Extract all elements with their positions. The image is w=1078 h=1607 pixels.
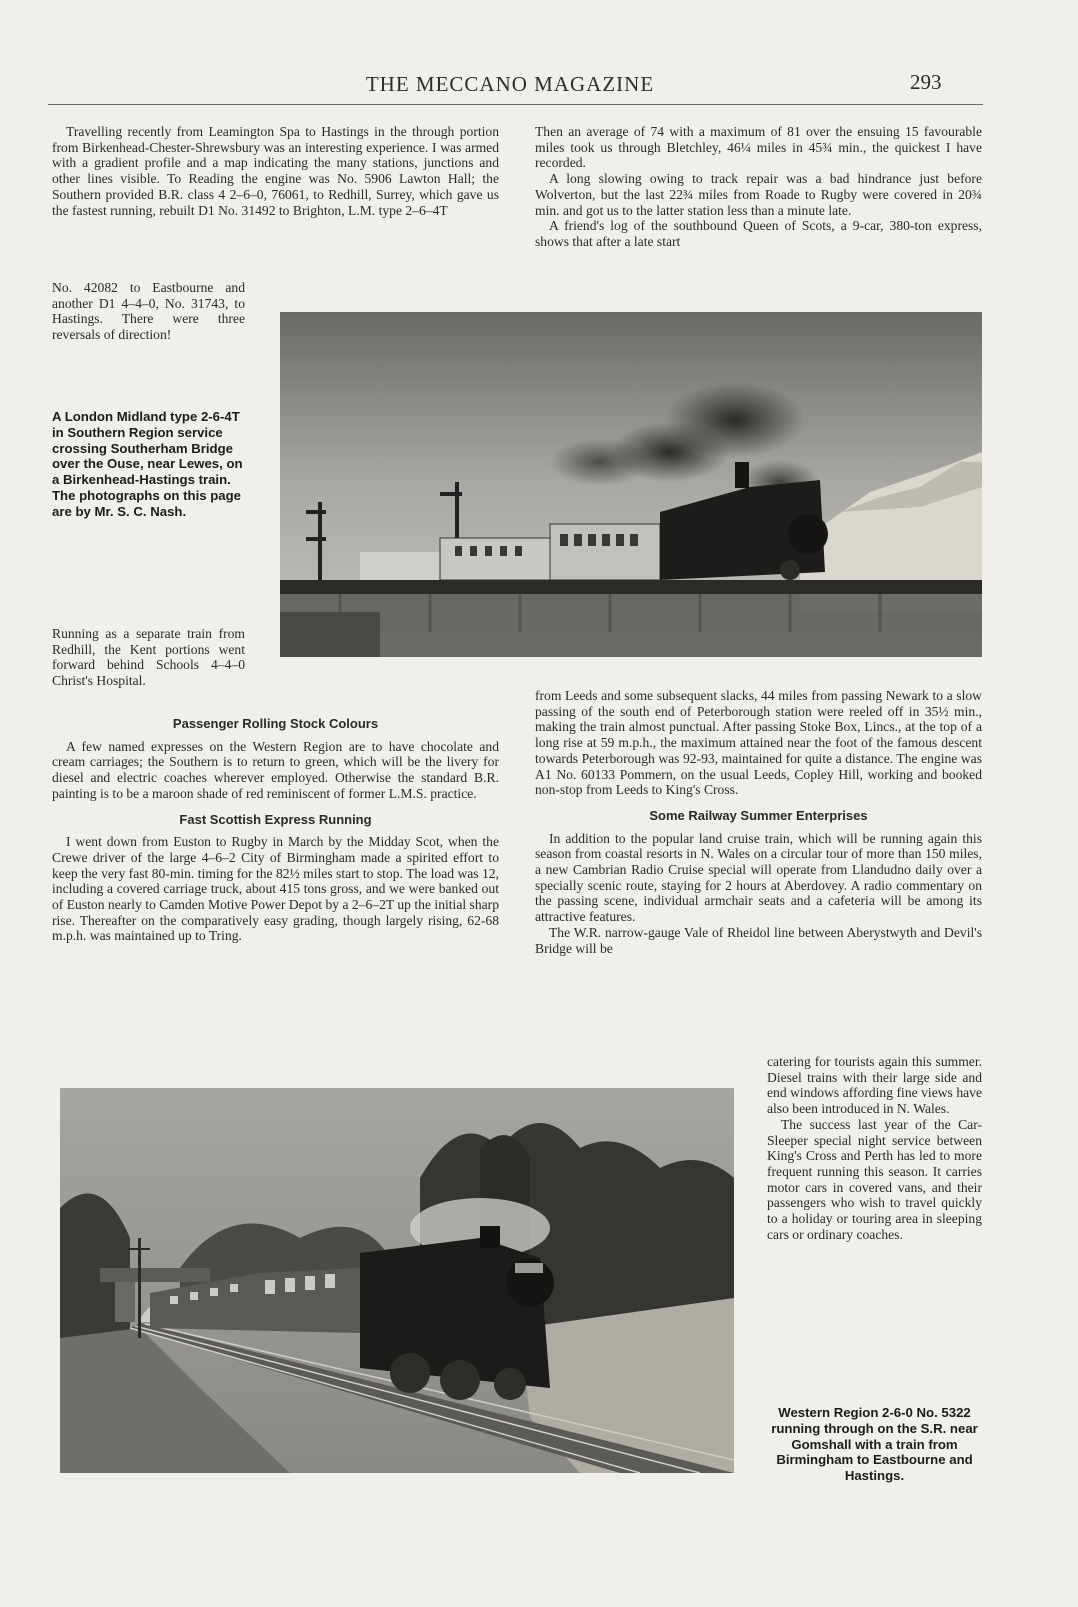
passenger-paragraph: A few named expresses on the Western Region are to have chocolate and cream carriages; the Southern is to return to green, which will be the livery for diesel and electric coaches wherever employed. Otherwise the standard B.R. painting is to be a maroon shade of red reminiscent of former L.M.S. practice.	[52, 738, 499, 801]
gomshall-train-photo	[60, 1088, 734, 1473]
right-mid-column	[535, 688, 982, 956]
heading-passenger-rolling-stock: Passenger Rolling Stock Colours	[172, 716, 379, 731]
summer-paragraph-2: The W.R. narrow-gauge Vale of Rheidol line between Aberystwyth and Devil's Bridge will be	[535, 924, 982, 956]
intro-paragraph: Travelling recently from Leamington Spa to Hastings in the through portion from Birkenhead-Chester-Shrewsbury was an interesting experience. I was armed with a gradient profile and a map indicating the many stations, junctions and other lines visible. To Reading the engine was No. 5906 Lawton Hall; the Southern provided B.R. class 4 2–6–0, 76061, to Redhill, Surrey, which gave us the fastest running, rebuilt D1 No. 31492 to Brighton, L.M. type 2–6–4T	[52, 124, 499, 218]
right-narrow-column	[767, 1054, 982, 1242]
top-photo-caption: A London Midland type 2-6-4T in Southern Region service crossing Southerham Bridge over the Ouse, near Lewes, on a Birkenhead-Hastings train. The photographs on this page are by Mr. S. C. Nash.	[52, 409, 243, 519]
intro-paragraph-continued: No. 42082 to Eastbourne and another D1 4–4–0, No. 31743, to Hastings. There were three reversals of direction!	[52, 280, 245, 343]
header-rule	[48, 104, 983, 105]
scottish-paragraph: I went down from Euston to Rugby in March by the Midday Scot, when the Crewe driver of the large 4–6–2 City of Birmingham made a spirited effort to keep the very fast 80-min. timing for the 82½ miles start to stop. The load was 12, including a covered carriage truck, about 415 tons gross, and we were banked out of Euston nearly to Camden Motive Power Depot by a 2–6–2T up the initial sharp rise. Thereafter on the comparatively easy grading, though largely rising, 62-68 m.p.h. was maintained up to Tring.	[52, 834, 499, 944]
intro-narrow-column	[52, 280, 245, 343]
peterborough-paragraph: from Leeds and some subsequent slacks, 44 miles from passing Newark to a slow passing of the south end of Peterborough station were reeled off in 35½ min., making the train almost punctual. After passing Stoke Box, Lincs., at the top of a long rise at 59 m.p.h., the maximum attained near the foot of the famous descent towards Peterborough was 92-93, maintained for quite a distance. The engine was A1 No. 60133 Pommern, on the usual Leeds, Copley Hill, working and booked non-stop from Leeds to King's Cross.	[535, 688, 982, 798]
left-lower-column	[52, 706, 499, 944]
intro-column	[52, 124, 499, 218]
summer-paragraph-3: The success last year of the Car-Sleeper special night service between King's Cross and Perth has led to more frequent running this season. It carries motor cars in covered vans, and their passengers who wish to travel quickly to a holiday or touring area in sleeping cars or ordinary coaches.	[767, 1116, 982, 1242]
running-column	[52, 626, 245, 689]
summer-paragraph-1: In addition to the popular land cruise train, which will be running again this season from coastal resorts in N. Wales on a circular tour of more than 150 miles, a new Cambrian Radio Cruise special will operate from Llandudno daily over a specially scenic route, staying for 2 hours at Aberdovey. A radio commentary on the passing scene, individual armchair seats and a cafeteria will be among its attractive features.	[535, 830, 982, 925]
page-number: 293	[910, 70, 942, 94]
magazine-title: THE MECCANO MAGAZINE	[365, 72, 655, 96]
gomshall-train-image	[60, 1088, 734, 1473]
right-paragraph-2: A long slowing owing to track repair was a bad hindrance just before Wolverton, but the last 22¾ miles from Roade to Rugby were covered in 20¾ min. and got us to the latter station less than a minute late.	[535, 171, 982, 218]
heading-fast-scottish: Fast Scottish Express Running	[179, 811, 372, 827]
right-paragraph-3: A friend's log of the southbound Queen of Scots, a 9-car, 380-ton express, shows that after a late start	[535, 218, 982, 249]
bridge-train-photo	[280, 312, 982, 657]
right-top-column	[535, 124, 982, 250]
heading-summer-enterprises: Some Railway Summer Enterprises	[649, 807, 868, 823]
right-paragraph-1: Then an average of 74 with a maximum of 81 over the ensuing 15 favourable miles took us through Bletchley, 46¼ miles in 45¾ min., the quickest I have recorded.	[535, 124, 982, 171]
bottom-photo-caption: Western Region 2-6-0 No. 5322 running through on the S.R. near Gomshall with a train from Birmingham to Eastbourne and Hastings.	[771, 1405, 978, 1484]
running-paragraph: Running as a separate train from Redhill, the Kent portions went forward behind Schools 4–4–0 Christ's Hospital.	[52, 626, 245, 689]
summer-paragraph-2-continued: catering for tourists again this summer. Diesel trains with their large side and end windows affording fine views have also been introduced in N. Wales.	[767, 1054, 982, 1117]
bridge-train-image	[280, 312, 982, 657]
